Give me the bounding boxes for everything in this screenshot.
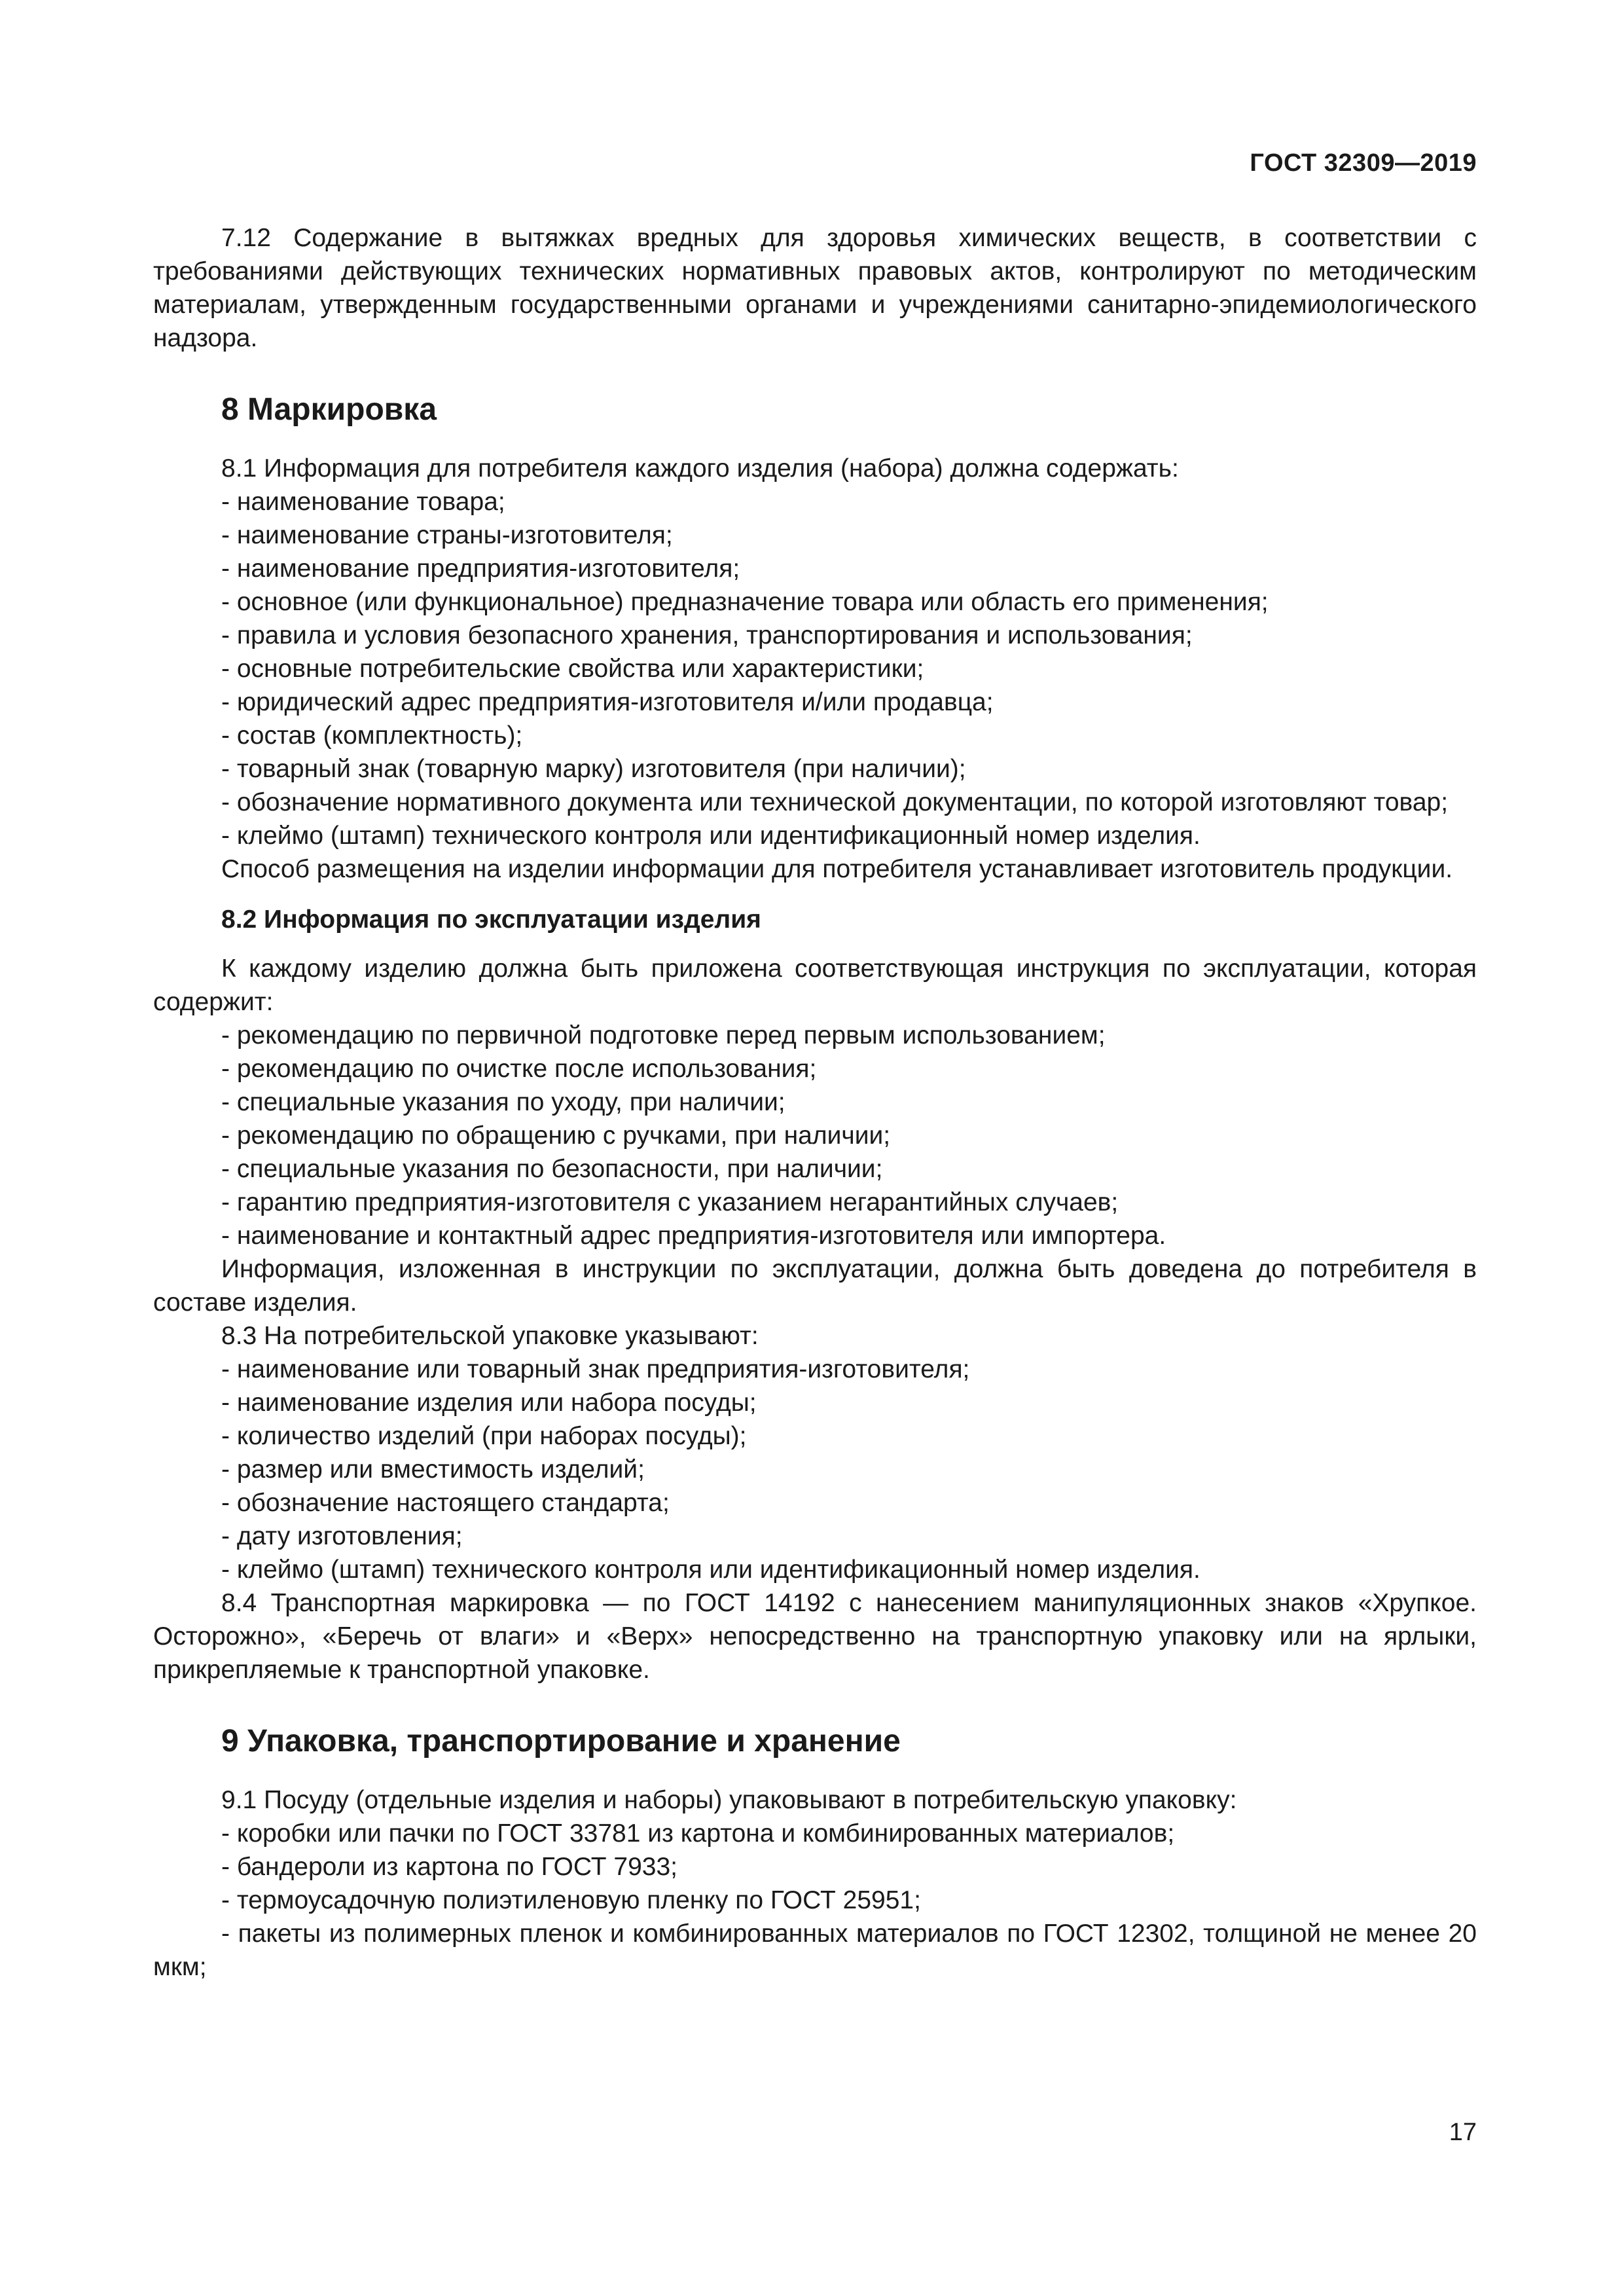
list-item: - наименование изделия или набора посуды; <box>221 1389 757 1417</box>
list-item: - наименование товара; <box>221 488 505 516</box>
list-item: - юридический адрес предприятия-изготовителя и/или продавца; <box>221 688 994 716</box>
section-9-heading: 9 Упаковка, транспортирование и хранение <box>221 1724 901 1758</box>
list-item: - пакеты из полимерных пленок и комбинированных материалов по ГОСТ 12302, толщиной не менее 20 мкм; <box>153 1920 1477 1981</box>
paragraph-8-4: 8.4 Транспортная маркировка — по ГОСТ 14192 с нанесением манипуляционных знаков «Хрупкое. Осторожно», «Беречь от влаги» и «Верх» непосредственно на транспортную упаковку или на ярлыки, прикрепляемые к транспортной упаковке. <box>153 1589 1477 1684</box>
list-item: - рекомендацию по обращению с ручками, при наличии; <box>221 1121 891 1150</box>
document-code-header: ГОСТ 32309—2019 <box>1250 149 1477 177</box>
paragraph-8-1-end: Способ размещения на изделии информации для потребителя устанавливает изготовитель продукции. <box>221 855 1453 883</box>
list-item: - основное (или функциональное) предназначение товара или область его применения; <box>221 588 1269 616</box>
paragraph-9-1: 9.1 Посуду (отдельные изделия и наборы) упаковывают в потребительскую упаковку: <box>221 1786 1237 1814</box>
list-item: - коробки или пачки по ГОСТ 33781 из картона и комбинированных материалов; <box>221 1819 1175 1848</box>
paragraph-8-3: 8.3 На потребительской упаковке указывают: <box>221 1322 759 1350</box>
list-item: - товарный знак (товарную марку) изготовителя (при наличии); <box>221 755 966 783</box>
paragraph-8-2-end: Информация, изложенная в инструкции по эксплуатации, должна быть доведена до потребителя в составе изделия. <box>153 1255 1477 1317</box>
list-item: - правила и условия безопасного хранения, транспортирования и использования; <box>221 621 1193 649</box>
list-item: - основные потребительские свойства или характеристики; <box>221 655 924 683</box>
list-item: - гарантию предприятия-изготовителя с указанием негарантийных случаев; <box>221 1188 1119 1216</box>
page-number: 17 <box>1449 2119 1477 2146</box>
paragraph-8-2: К каждому изделию должна быть приложена соответствующая инструкция по эксплуатации, которая содержит: <box>153 955 1477 1016</box>
list-item: - наименование страны-изготовителя; <box>221 521 673 549</box>
list-item: - специальные указания по уходу, при наличии; <box>221 1088 785 1116</box>
list-8-2 <box>153 1019 1477 1252</box>
list-item: - дату изготовления; <box>221 1522 463 1550</box>
page-content <box>153 221 1477 1984</box>
list-item: - термоусадочную полиэтиленовую пленку по ГОСТ 25951; <box>221 1886 921 1914</box>
list-8-1 <box>153 485 1477 852</box>
paragraph-8-1: 8.1 Информация для потребителя каждого изделия (набора) должна содержать: <box>221 454 1179 483</box>
list-8-3 <box>153 1353 1477 1586</box>
list-item: - размер или вместимость изделий; <box>221 1455 645 1484</box>
subsection-8-2-heading: 8.2 Информация по эксплуатации изделия <box>221 905 761 934</box>
list-9-1 <box>153 1817 1477 1984</box>
list-item: - рекомендацию по очистке после использования; <box>221 1055 817 1083</box>
list-item: - обозначение настоящего стандарта; <box>221 1489 670 1517</box>
list-item: - состав (комплектность); <box>221 721 523 750</box>
list-item: - бандероли из картона по ГОСТ 7933; <box>221 1853 677 1881</box>
list-item: - клеймо (штамп) технического контроля или идентификационный номер изделия. <box>221 1556 1200 1584</box>
section-8-heading: 8 Маркировка <box>221 392 437 427</box>
list-item: - наименование или товарный знак предприятия-изготовителя; <box>221 1355 970 1383</box>
list-item: - клеймо (штамп) технического контроля или идентификационный номер изделия. <box>221 822 1200 850</box>
list-item: - рекомендацию по первичной подготовке перед первым использованием; <box>221 1021 1106 1049</box>
list-item: - наименование предприятия-изготовителя; <box>221 555 740 583</box>
list-item: - обозначение нормативного документа или технической документации, по которой изготовляют товар; <box>221 788 1449 816</box>
list-item: - количество изделий (при наборах посуды); <box>221 1422 747 1450</box>
paragraph-7-12: 7.12 Содержание в вытяжках вредных для здоровья химических веществ, в соответствии с требованиями действующих технических нормативных правовых актов, контролируют по методическим материалам, утвержденным государственными органами и учреждениями санитарно-эпидемиологического надзора. <box>153 224 1477 352</box>
list-item: - специальные указания по безопасности, при наличии; <box>221 1155 883 1183</box>
list-item: - наименование и контактный адрес предприятия-изготовителя или импортера. <box>221 1222 1166 1250</box>
